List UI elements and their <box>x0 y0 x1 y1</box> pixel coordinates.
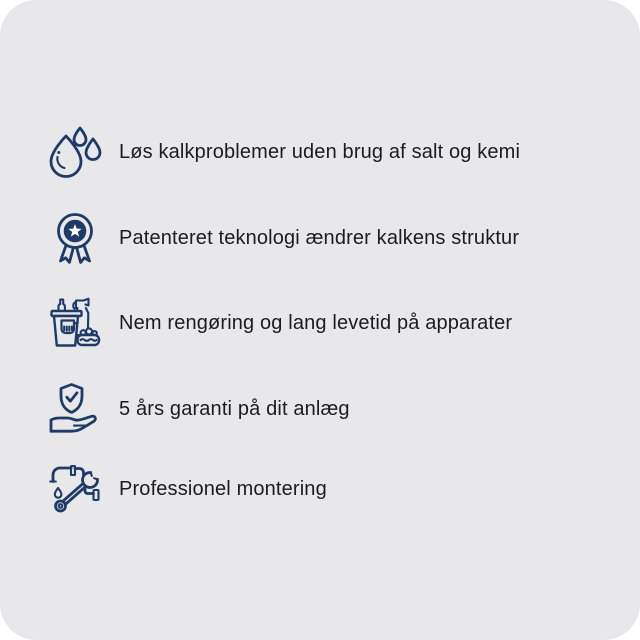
water-drops-icon <box>46 123 104 181</box>
feature-label: Nem rengøring og lang levetid på apparater <box>119 311 513 334</box>
feature-row <box>46 291 512 355</box>
shield-in-hand-icon <box>46 380 104 438</box>
cleaning-supplies-icon <box>46 294 104 352</box>
feature-label: Patenteret teknologi ændrer kalkens struktur <box>119 226 520 249</box>
plumbing-wrench-icon <box>46 460 104 518</box>
award-medal-icon <box>46 209 104 267</box>
feature-row <box>46 206 519 270</box>
feature-row <box>46 120 520 184</box>
feature-row <box>46 377 350 441</box>
feature-label: 5 års garanti på dit anlæg <box>119 397 350 420</box>
feature-label: Løs kalkproblemer uden brug af salt og kemi <box>119 140 521 163</box>
feature-label: Professionel montering <box>119 477 327 500</box>
feature-row <box>46 457 327 521</box>
